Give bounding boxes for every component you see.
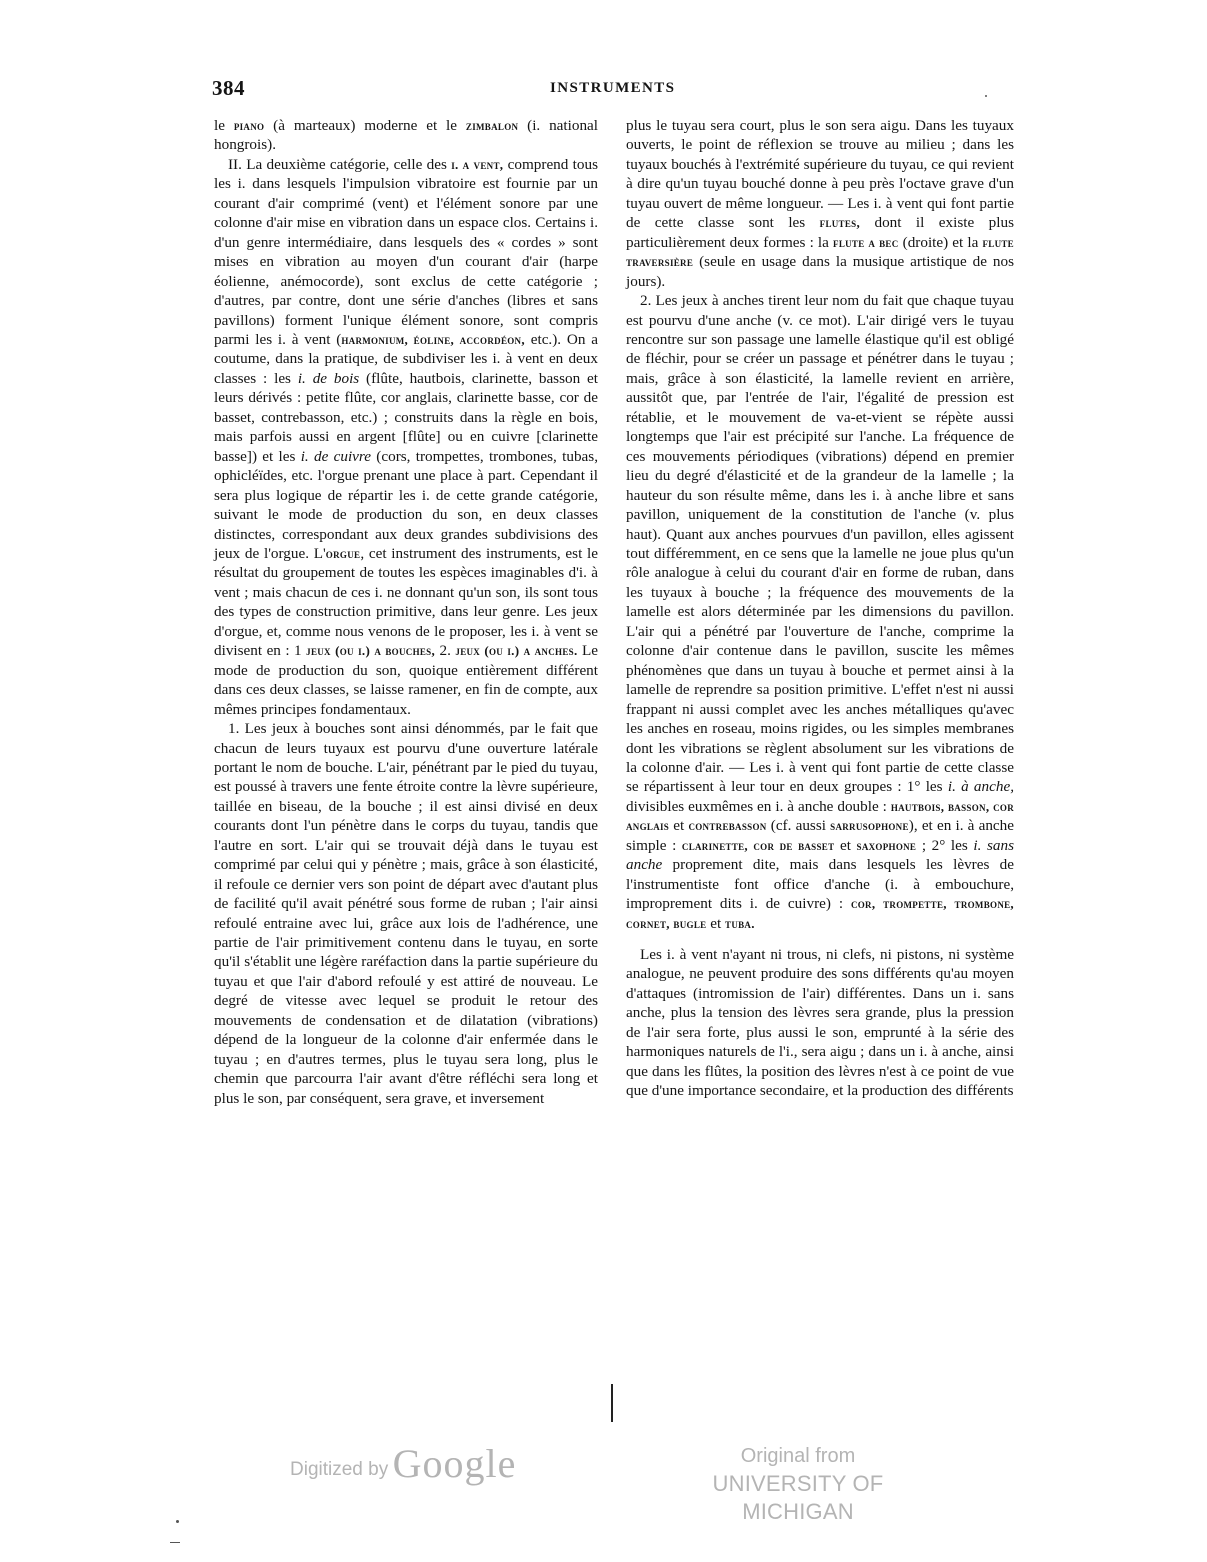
text-run: etc.). On a coutume, dans la pratique, de subdiviser les i. à vent en deux classes : les: [214, 330, 599, 387]
italic-term: i. à anche,: [947, 778, 1014, 796]
digitized-by-label: Digitized by: [290, 1459, 389, 1480]
text-run: (seule en usage dans la musique artistique de nos jours).: [626, 253, 1014, 290]
text-run: et: [706, 914, 726, 932]
running-title: INSTRUMENTS: [550, 80, 676, 96]
original-from-label: Original from: [740, 1445, 856, 1467]
source-watermark: [668, 1442, 928, 1526]
university-label: UNIVERSITY OF MICHIGAN: [712, 1471, 884, 1524]
text-run: (cf. aussi: [766, 817, 831, 835]
small-caps-term: clarinette, cor de basset: [681, 837, 835, 853]
scan-speck: [176, 1520, 179, 1523]
text-run: (cors, trompettes, trombones, tubas, ophicléïdes, etc. l'orgue prenant une place à part. Cependant il sera plus logique de répartir les i. de cette grande catégorie, suivant le mode de production du son, en deux classes distinctes, correspondant aux deux grandes subdivisions des jeux de l'orgue. L': [214, 447, 598, 562]
text-run: proprement dite, mais dans lesquels les lèvres de l'instrumentiste font office d'anche (i. à embouchure, improprement dits i. de cuivre) :: [626, 856, 1014, 913]
small-caps-term: harmonium, éoline, accordéon,: [341, 331, 525, 347]
right-column: [626, 116, 1014, 1101]
small-caps-term: zimbalon: [465, 118, 519, 133]
small-caps-term: cor, trompette, trombone, cornet, bugle: [626, 896, 1014, 931]
text-run: le: [214, 117, 234, 134]
column-rule: [611, 1384, 613, 1422]
italic-term: i. sans anche: [626, 836, 1014, 874]
text-run: Le mode de production du son, quoique entièrement différent dans ces deux classes, se laisse ramener, en fin de compte, aux mêmes principes fondamentaux.: [214, 642, 599, 718]
text-run: (flûte, hautbois, clarinette, basson et leurs dérivés : petite flûte, cor anglais, clarinette basse, cor de basset, contrebasson, etc.) ; construits dans la règle en bois, mais parfois aussi en argent [flûte] ou en cuivre [clarinette basse]) et les: [214, 369, 599, 465]
small-caps-term: saxophone: [856, 837, 917, 853]
paragraph: [214, 155, 598, 719]
text-run: plus le tuyau sera court, plus le son sera aigu. Dans les tuyaux ouverts, le point de réflexion se trouve au milieu ; dans les tuyaux bouchés à l'extrémité supérieure du tuyau, ce qui revient à dire qu'un tuyau bouché donne à peu près l'octave grave d'un tuyau ouvert de même longueur. — Les i. à vent qui font partie de cette classe sont les: [626, 117, 1014, 232]
small-caps-term: jeux (ou i.) a anches.: [455, 643, 578, 659]
small-caps-term: i. a vent,: [451, 156, 504, 172]
italic-term: i. de cuivre: [300, 447, 372, 465]
paragraph: Les i. à vent n'ayant ni trous, ni clefs, ni pistons, ni système analogue, ne peuvent produire des sons différents qu'au moyen d'attaques (intromission de l'air) différentes. Dans un i. sans anche, plus la tension des lèvres sera grande, plus la pression de l'air sera forte, plus aussi le son, emprunté à la série des harmoniques naturels de l'i., sera aigu ; dans un i. à anche, ainsi que dans les flûtes, la position des lèvres n'est à ce point de vue que d'une importance secondaire, et la production des différents: [626, 946, 1014, 1100]
small-caps-term: flute a bec: [833, 234, 899, 250]
text-run: divisibles euxmêmes en i. à anche double :: [626, 797, 891, 815]
left-column: [214, 116, 598, 1108]
text-run: dont il existe plus particulièrement deux formes : la: [626, 214, 1014, 251]
text-run: (i. national hongrois).: [214, 117, 599, 154]
small-caps-term: tuba.: [725, 915, 755, 931]
paragraph: [626, 291, 1014, 933]
small-caps-term: piano: [233, 118, 265, 133]
paragraph: [626, 116, 1014, 291]
text-run: et: [834, 836, 857, 854]
paragraph: [214, 116, 598, 155]
italic-term: i. de bois: [297, 369, 360, 387]
digitized-watermark: [290, 1440, 516, 1487]
text-run: , cet instrument des instruments, est le résultat du groupement de toutes les espèces imaginables d'i. à vent ; mais chacun de ces i. ne donnant qu'un son, ils sont tous des types de construction primitive, dans leur genre. Les jeux d'orgue, et, comme nous venons de le proposer, les i. à vent se divisent en : 1: [214, 544, 598, 660]
paragraph: 1. Les jeux à bouches sont ainsi dénommés, par le fait que chacun de leurs tuyaux est pourvu d'une ouverture latérale portant le nom de bouche. L'air, pénétrant par le pied du tuyau, est poussé à travers une fente étroite contre la lèvre supérieure, taillée en biseau, de la bouche ; il est ainsi divisé en deux courants dont l'un pénètre dans le corps du tuyau, tandis que l'autre en sort. L'air qui se trouvait déjà dans le tuyau est comprimé par celui qui y pénètre ; mais, grâce à son élasticité, il refoule ce dernier vers son point de départ avec d'autant plus de facilité qu'il avait pénétré sous forme de ruban ; l'air ainsi refoulé entraine avec lui, grâce aux lois de l'adhérence, une partie de l'air primitivement contenu dans le tuyau, en sorte qu'il s'établit une légère raréfaction dans la partie supérieure du tuyau et que l'air d'abord refoulé y est attiré de nouveau. Le degré de vitesse avec lequel se produit le retour des mouvements de condensation et de dilatation (vibrations) dépend de la longueur de la colonne d'air enfermée dans le tuyau ; en d'autres termes, plus le tuyau sera long, plus le chemin que parcourra l'air avant d'être réfléchi sera long et plus le son, par conséquent, sera grave, et inversement: [214, 720, 598, 1107]
text-run: II. La deuxième catégorie, celle des: [228, 155, 452, 173]
text-run: comprend tous les i. dans lesquels l'impulsion vibratoire est fournie par un courant d'air comprimé (vent) et l'élément sonore par une colonne d'air mise en vibration dans un espace clos. Certains i. d'un genre intermédiaire, dans lesquels des « cordes » sont mises en vibration au moyen d'un courant d'air (harpe éolienne, anémocorde), sont exclus de cette catégorie ; d'autres, par contre, dont une série d'anches (libres et sans pavillons) forment l'unique élément sonore, sont compris parmi les i. à vent (: [214, 155, 599, 348]
running-head: [212, 76, 1018, 106]
scan-speck: [985, 95, 987, 97]
page-number: 384: [212, 76, 245, 100]
small-caps-term: contrebasson: [688, 818, 767, 834]
text-run: (à marteaux) moderne et le: [264, 117, 466, 134]
text-run: 2.: [435, 642, 456, 660]
small-caps-term: orgue: [325, 545, 361, 561]
small-caps-term: flutes,: [819, 215, 861, 231]
small-caps-term: flute traversière: [626, 234, 1014, 270]
small-caps-term: sarrusophone: [830, 818, 909, 834]
text-run: et: [669, 817, 689, 835]
text-run: ; 2° les: [916, 836, 974, 854]
small-caps-term: hautbois, basson, cor anglais: [626, 798, 1015, 834]
text-run: (droite) et la: [898, 233, 983, 251]
small-caps-term: jeux (ou i.) a bouches,: [306, 643, 436, 659]
scan-speck: [170, 1542, 180, 1543]
google-logo: Google: [392, 1441, 517, 1486]
text-run: 2. Les jeux à anches tirent leur nom du fait que chaque tuyau est pourvu d'une anche (v. ce mot). L'air dirigé vers le tuyau rencontre sur son passage une lamelle élastique qu'il est obligé de fléchir, pour se créer un passage et pénétrer dans le tuyau ; mais, grâce à son élasticité, la lamelle revient en arrière, aussitôt que, par l'entrée de l'air, l'égalité de pression est rétablie, et le mouvement de va-et-vient se répète aussi longtemps que l'air est précipité sur l'anche. La fréquence de ces mouvements périodiques (vibrations) dépend en premier lieu du degré d'élasticité et de la grandeur de la lamelle ; la hauteur du son résulte même, dans les i. à anche libre et sans pavillon, uniquement de la constitution de l'anche (v. plus haut). Quant aux anches pourvues d'un pavillon, elles agissent tout différemment, en ce sens que la lamelle ne joue plus qu'un rôle analogue à celui du courant d'air en forme de ruban, dans les tuyaux à bouche ; la fréquence des mouvements de la lamelle est alors déterminée par les dimensions du pavillon. L'air qui a pénétré par l'ouverture de l'anche, comprime la colonne d'air contenue dans le pavillon, suscite les mêmes phénomènes que dans un tuyau à bouche et permet ainsi à la lamelle de reprendre sa position primitive. L'effet n'est ni aussi frappant ni aussi complet avec les anches métalliques qu'avec les anches en roseau, moins rigides, ou les simples membranes dont les vibrations se règlent absolument sur les vibrations de la colonne d'air. — Les i. à vent qui font partie de cette classe se répartissent à leur tour en deux groupes : 1° les: [626, 292, 1014, 796]
text-run: ), et en i. à anche simple :: [626, 817, 1014, 854]
